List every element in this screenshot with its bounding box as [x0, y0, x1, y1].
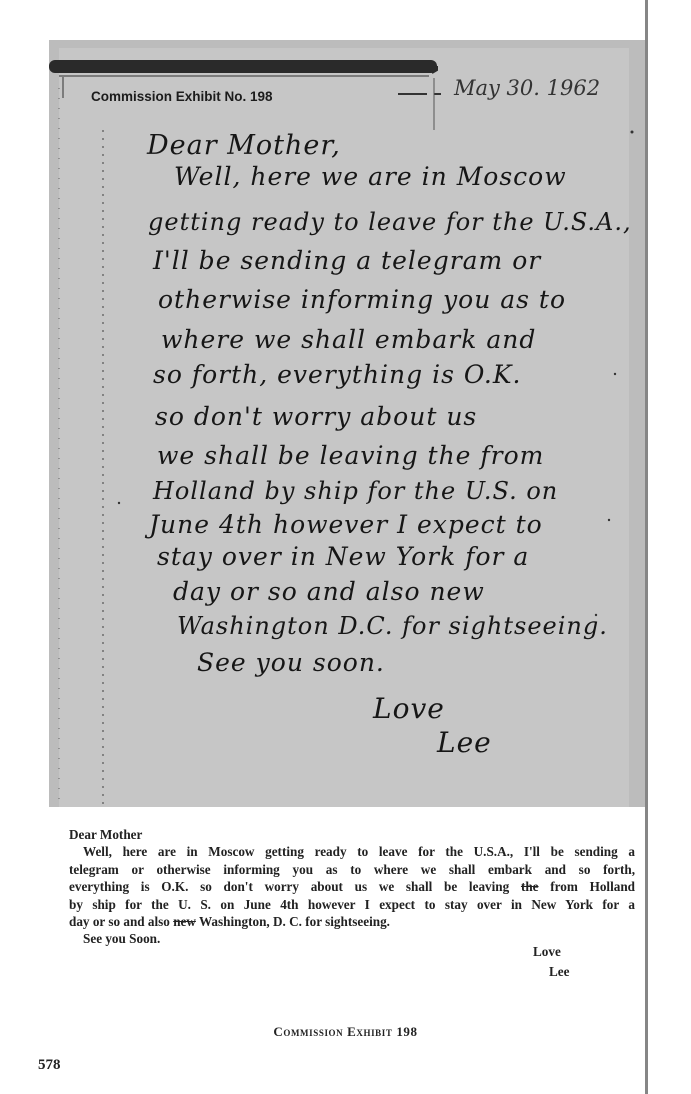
- transcript-line: [69, 913, 635, 930]
- handwritten-signoff: Love: [373, 692, 445, 725]
- handwritten-signature: Lee: [437, 726, 492, 759]
- transcript-salutation: Dear Mother: [69, 827, 143, 842]
- letter-date: May 30. 1962: [454, 76, 601, 100]
- struck-word: the: [520, 879, 539, 895]
- transcript-text: Washington, D. C. for sightseeing.: [198, 913, 390, 929]
- handwritten-line: June 4th however I expect to: [149, 510, 543, 539]
- caption-text: Commission Exhibit 198: [273, 1024, 418, 1039]
- handwritten-line: See you soon.: [197, 648, 385, 677]
- handwritten-line: stay over in New York for a: [157, 542, 530, 571]
- typed-transcript: [69, 826, 635, 948]
- handwritten-line: getting ready to leave for the U.S.A.,: [148, 208, 632, 236]
- page-edge-line: [645, 0, 648, 1094]
- transcript-closing: [533, 942, 570, 982]
- transcript-closing-line: See you Soon.: [83, 931, 161, 947]
- handwritten-line: Dear Mother,: [147, 130, 341, 161]
- handwritten-line: where we shall embark and: [161, 325, 537, 354]
- transcript-text: from Holland: [550, 879, 636, 895]
- transcript-text: day or so and also: [69, 913, 170, 929]
- handwritten-line: Washington D.C. for sightseeing.: [177, 612, 608, 640]
- transcript-line: Well, here are in Moscow getting ready to leave for the U.S.A., I'll be sending a: [83, 844, 635, 860]
- transcript-love: Love: [533, 944, 561, 959]
- exhibit-label: Commission Exhibit No. 198: [91, 89, 273, 104]
- handwritten-line: we shall be leaving the from: [157, 441, 545, 470]
- handwritten-line: so forth, everything is O.K.: [153, 360, 522, 389]
- handwritten-line: Well, here we are in Moscow: [174, 162, 567, 191]
- transcript-text: everything is O.K. so don't worry about us we shall be leaving: [69, 879, 510, 895]
- transcript-line: telegram or otherwise informing you as to where we shall embark and so forth,: [69, 861, 635, 877]
- handwritten-line: day or so and also new: [173, 577, 485, 606]
- handwritten-line: Holland by ship for the U.S. on: [153, 477, 559, 505]
- transcript-line: [69, 878, 635, 895]
- figure-caption: [0, 1024, 691, 1040]
- handwritten-letter: [49, 40, 645, 807]
- page-number: 578: [38, 1057, 61, 1073]
- struck-word: new: [173, 913, 196, 929]
- transcript-line: by ship for the U. S. on June 4th however I expect to stay over in New York for a: [69, 896, 635, 912]
- letter-photograph: [49, 40, 645, 807]
- handwritten-line: otherwise informing you as to: [158, 285, 567, 314]
- handwritten-line: so don't worry about us: [155, 402, 478, 431]
- handwritten-line: I'll be sending a telegram or: [153, 246, 542, 275]
- transcript-signature: Lee: [549, 964, 570, 979]
